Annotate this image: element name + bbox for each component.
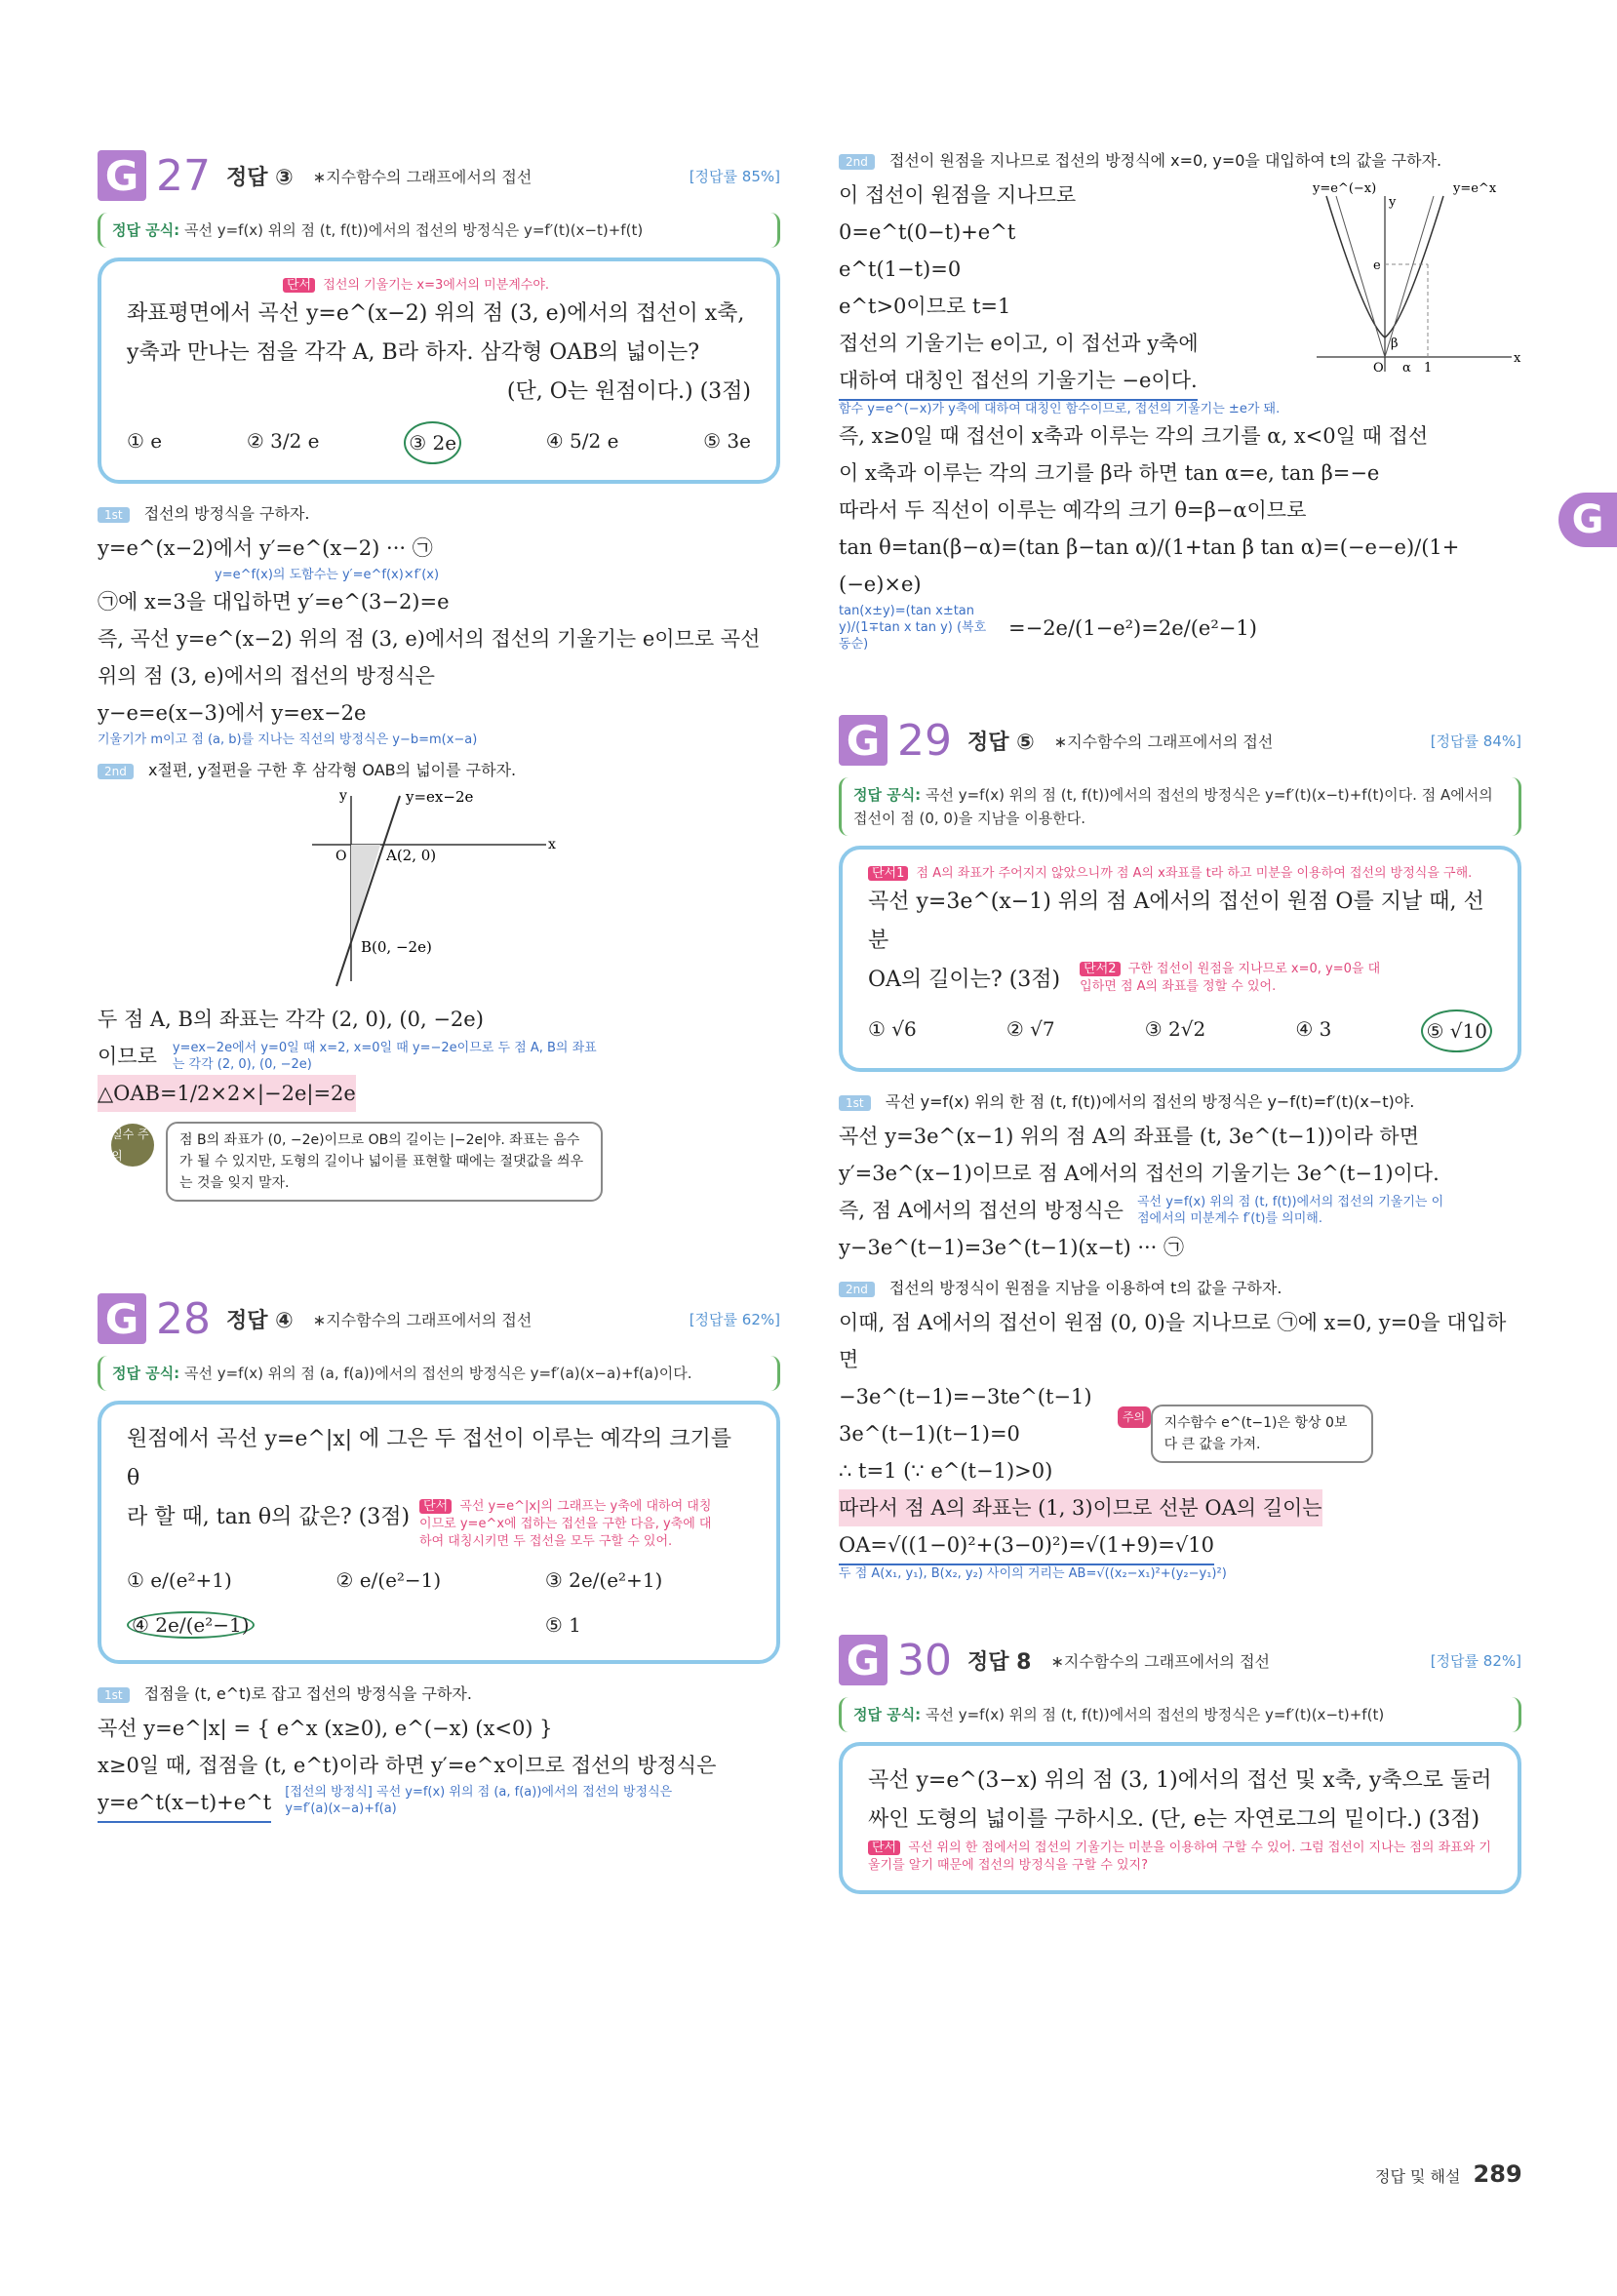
hint-tag: 단서 (419, 1499, 452, 1514)
solution-line: △OAB=1/2×2×|−2e|=2e (98, 1075, 356, 1112)
hint (283, 277, 751, 295)
problem-box-29 (839, 846, 1521, 1072)
solution-line: 위의 점 (3, e)에서의 접선의 방정식은 (98, 664, 435, 688)
choice-2: ② 3/2 e (246, 429, 320, 453)
problem-line: 라 할 때, tan θ의 값은? (3점) (127, 1505, 411, 1529)
solution-line: 접선의 기울기는 e이고, 이 접선과 y축에 (839, 332, 1199, 355)
solution-line: 이므로 (98, 1045, 157, 1068)
solution-line: 3e^(t−1)(t−1)=0 (839, 1422, 1020, 1445)
solution-line: ∴ t=1 (∵ e^(t−1)>0) (839, 1459, 1053, 1483)
solution-line: y=e^(x−2)에서 y′=e^(x−2) ··· ㉠ (98, 536, 433, 560)
solution-line: tan θ=tan(β−α)=(tan β−tan α)/(1+tan β tan α)=(−e−e)/(1+(−e)×e) (839, 535, 1460, 596)
solution-line: 따라서 두 직선이 이루는 예각의 크기 θ=β−α이므로 (839, 498, 1307, 522)
x-label: x (1514, 351, 1521, 366)
step-text: x절편, y절편을 구한 후 삼각형 OAB의 넓이를 구하자. (147, 761, 517, 779)
problem-number: 30 (897, 1635, 952, 1685)
solution-line: 즉, 점 A에서의 접선의 방정식은 (839, 1199, 1124, 1222)
g-badge: G (839, 715, 887, 766)
solution-line: x≥0일 때, 접점을 (t, e^t)이라 하면 y′=e^x이므로 접선의 방정식은 (98, 1754, 717, 1777)
solution-line: 0=e^t(0−t)+e^t (839, 220, 1016, 244)
choice-3: ③ 2e (404, 421, 461, 464)
hint-text: 점 A의 좌표가 주어지지 않았으니까 점 A의 x좌표를 t라 하고 미분을 이용하여 접선의 방정식을 구해. (916, 866, 1473, 881)
choice-1: ① √6 (868, 1017, 917, 1041)
problem-line: y축과 만나는 점을 각각 A, B라 하자. 삼각형 OAB의 넓이는? (127, 340, 700, 365)
step-text: 접선의 방정식을 구하자. (143, 504, 310, 523)
solution-line: 곡선 y=e^|x| = { e^x (x≥0), e^(−x) (x<0) } (98, 1717, 553, 1740)
problem-header-30 (839, 1631, 1521, 1689)
step-badge: 2nd (98, 764, 134, 779)
problem-box-30 (839, 1742, 1521, 1894)
choice-2: ② e/(e²−1) (335, 1568, 442, 1592)
formula-label: 정답 공식: (112, 1365, 180, 1382)
side-note: y=ex−2e에서 y=0일 때 x=2, x=0일 때 y=−2e이므로 두 점 A, B의 좌표는 각각 (2, 0), (0, −2e) (172, 1041, 597, 1072)
formula-text: 곡선 y=f(x) 위의 점 (t, f(t))에서의 접선의 방정식은 y=f′(t)(x−t)+f(t)이다. 점 A에서의 접선이 점 (0, 0)을 지남을 이용한다. (853, 786, 1493, 827)
hint-text: 접선의 기울기는 x=3에서의 미분계수야. (323, 278, 550, 293)
left-column (98, 146, 780, 1823)
step-badge: 2nd (839, 154, 875, 170)
footer-label: 정답 및 해설 (1375, 2167, 1461, 2186)
hint (868, 1840, 1492, 1875)
problem-line: 곡선 y=e^(3−x) 위의 점 (3, 1)에서의 접선 및 x축, y축으로 둘러 (868, 1768, 1492, 1793)
problem-line: 좌표평면에서 곡선 y=e^(x−2) 위의 점 (3, e)에서의 접선이 x축, (127, 301, 745, 326)
accuracy-rate: [정답률 84%] (1430, 732, 1521, 750)
hint-tag: 단서 (868, 1841, 900, 1855)
warning-box (111, 1122, 603, 1202)
choice-list (127, 1561, 751, 1644)
answer-label: 정답 8 (967, 1649, 1032, 1675)
solution-line: y−3e^(t−1)=3e^(t−1)(x−t) ··· ㉠ (839, 1236, 1185, 1259)
solution-line: 두 점 A, B의 좌표는 각각 (2, 0), (0, −2e) (98, 1008, 484, 1031)
step-badge: 2nd (839, 1282, 875, 1297)
step-badge: 1st (839, 1095, 871, 1111)
warning-box (1122, 1405, 1373, 1463)
problem-line: OA의 길이는? (3점) (868, 968, 1061, 992)
side-note: 두 점 A(x₁, y₁), B(x₂, y₂) 사이의 거리는 AB=√((x₂−x₁)²+(y₂−y₁)²) (839, 1566, 1227, 1581)
formula-label: 정답 공식: (853, 786, 922, 804)
problem-header-28 (98, 1289, 780, 1348)
side-note: [접선의 방정식] 곡선 y=f(x) 위의 점 (a, f(a))에서의 접선의 방정식은 y=f′(a)(x−a)+f(a) (285, 1785, 673, 1816)
g-badge: G (98, 1293, 146, 1344)
step-text: 곡선 y=f(x) 위의 한 점 (t, f(t))에서의 접선의 방정식은 y−f(t)=f′(t)(x−t)야. (885, 1092, 1415, 1111)
accuracy-rate: [정답률 62%] (689, 1310, 780, 1328)
line-graph (98, 786, 780, 1001)
solution-line: y′=3e^(x−1)이므로 점 A에서의 접선의 기울기는 3e^(t−1)이다. (839, 1162, 1440, 1185)
step-2 (98, 758, 780, 780)
problem-number: 28 (156, 1293, 211, 1344)
problem-box-27 (98, 257, 780, 484)
e-label: e (1373, 258, 1381, 273)
hint-text: 구한 접선이 원점을 지나므로 x=0, y=0을 대입하면 점 A의 좌표를 정할 수 있어. (1080, 962, 1381, 994)
tangent-right (1385, 196, 1434, 357)
choice-list (127, 421, 751, 464)
problem-box-28 (98, 1401, 780, 1664)
step-1 (839, 1089, 1521, 1112)
step-1 (98, 501, 780, 524)
solution-line: ㉠에 x=3을 대입하면 y′=e^(3−2)=e (98, 590, 450, 614)
warning-tag: 주의 (1118, 1406, 1151, 1428)
hint (868, 865, 1492, 883)
choice-4: ④ 2e/(e²−1) (127, 1611, 255, 1639)
x-label: x (548, 837, 556, 852)
choice-1: ① e/(e²+1) (127, 1568, 232, 1592)
answer-label: 정답 ⑤ (967, 730, 1035, 755)
solution-line: 대하여 대칭인 접선의 기울기는 −e이다. (839, 362, 1198, 401)
warning-tag: 실수 주의 (111, 1124, 154, 1167)
problem-line: (단, O는 원점이다.) (3점) (506, 379, 751, 404)
topic-label: ∗지수함수의 그래프에서의 접선 (312, 1310, 532, 1329)
g-badge: G (839, 1635, 887, 1685)
topic-label: ∗지수함수의 그래프에서의 접선 (312, 167, 532, 186)
choice-list (868, 1009, 1492, 1052)
solution-line: 이때, 점 A에서의 접선이 원점 (0, 0)을 지나므로 ㉠에 x=0, y=0을 대입하면 (839, 1311, 1507, 1371)
choice-2: ② √7 (1006, 1017, 1055, 1041)
one-label: 1 (1424, 361, 1433, 376)
solution-line: −3e^(t−1)=−3te^(t−1) (839, 1385, 1092, 1408)
side-note: 함수 y=e^(−x)가 y축에 대하여 대칭인 함수이므로, 접선의 기울기는 ±e가 돼. (839, 402, 1281, 416)
step-2 (839, 1276, 1521, 1298)
solution-line: =−2e/(1−e²)=2e/(e²−1) (1008, 615, 1257, 640)
step-text: 접점을 (t, e^t)로 잡고 접선의 방정식을 구하자. (143, 1684, 472, 1703)
hint-tag: 단서1 (868, 866, 908, 881)
accuracy-rate: [정답률 85%] (689, 167, 780, 185)
right-column (839, 148, 1521, 1912)
beta-label: β (1391, 336, 1399, 351)
accuracy-rate: [정답률 82%] (1430, 1651, 1521, 1670)
answer-formula (98, 1356, 780, 1391)
step-2 (839, 148, 1521, 171)
problem-header-29 (839, 711, 1521, 770)
origin-label: O (335, 849, 347, 864)
formula-text: 곡선 y=f(x) 위의 점 (t, f(t))에서의 접선의 방정식은 y=f′(t)(x−t)+f(t) (183, 221, 644, 239)
warning-text: 지수함수 e^(t−1)은 항상 0보다 큰 값을 가져. (1163, 1415, 1348, 1452)
problem-line: 원점에서 곡선 y=e^|x| 에 그은 두 접선이 이루는 예각의 크기를 θ (127, 1427, 732, 1490)
hint-text: 곡선 y=e^|x|의 그래프는 y축에 대하여 대칭이므로 y=e^x에 접하는 접선을 구한 다음, y축에 대하여 대칭시키면 두 접선을 모두 구할 수 있어. (419, 1499, 712, 1549)
answer-formula (839, 1697, 1521, 1732)
solution-line: 이 접선이 원점을 지나므로 (839, 183, 1077, 207)
topic-label: ∗지수함수의 그래프에서의 접선 (1050, 1651, 1270, 1671)
point-b-label: B(0, −2e) (361, 938, 432, 956)
choice-5: ⑤ √10 (1421, 1009, 1491, 1052)
answer-formula (839, 777, 1521, 836)
formula-text: 곡선 y=f(x) 위의 점 (a, f(a))에서의 접선의 방정식은 y=f′(a)(x−a)+f(a)이다. (183, 1365, 692, 1382)
side-note: 기울기가 m이고 점 (a, b)를 지나는 직선의 방정식은 y−b=m(x−a) (98, 732, 478, 747)
tangent-left (1336, 196, 1385, 357)
solution-line: y−e=e(x−3)에서 y=ex−2e (98, 701, 367, 725)
solution-line: e^t(1−t)=0 (839, 257, 962, 281)
formula-label: 정답 공식: (112, 221, 180, 239)
line-label: y=ex−2e (406, 788, 474, 806)
answer-formula (98, 213, 780, 248)
page-footer (1375, 2160, 1522, 2188)
hint (1080, 961, 1392, 1000)
problem-number: 29 (897, 715, 952, 766)
problem-line: 싸인 도형의 넓이를 구하시오. (단, e는 자연로그의 밑이다.) (3점) (868, 1807, 1480, 1832)
side-note: tan(x±y)=(tan x±tan y)/(1∓tan x tan y) (복호동순) (839, 604, 987, 652)
solution-line: OA=√((1−0)²+(3−0)²)=√(1+9)=√10 (839, 1526, 1214, 1565)
step-text: 접선이 원점을 지나므로 접선의 방정식에 x=0, y=0을 대입하여 t의 값을 구하자. (888, 151, 1442, 170)
solution-line: y=e^t(x−t)+e^t (98, 1784, 271, 1823)
solution-line: 즉, x≥0일 때 접선이 x축과 이루는 각의 크기를 α, x<0일 때 접선 (839, 424, 1429, 448)
g-badge: G (98, 150, 146, 201)
choice-1: ① e (127, 429, 163, 453)
step-badge: 1st (98, 507, 130, 523)
solution-line: 따라서 점 A의 좌표는 (1, 3)이므로 선분 OA의 길이는 (839, 1489, 1322, 1526)
step-badge: 1st (98, 1687, 130, 1703)
side-note: 곡선 y=f(x) 위의 점 (t, f(t))에서의 접선의 기울기는 이 점에서의 미분계수 f′(t)를 의미해. (1136, 1195, 1444, 1226)
side-note: y=e^f(x)의 도함수는 y′=e^f(x)×f′(x) (215, 568, 440, 582)
choice-5: ⑤ 1 (544, 1613, 581, 1637)
hint (419, 1498, 712, 1551)
solution-line: 곡선 y=3e^(x−1) 위의 점 A의 좌표를 (t, 3e^(t−1))이라 하면 (839, 1125, 1419, 1148)
formula-label: 정답 공식: (853, 1706, 922, 1723)
choice-5: ⑤ 3e (703, 429, 751, 453)
hint-tag: 단서 (283, 278, 315, 293)
tangent-line (336, 796, 400, 986)
formula-text: 곡선 y=f(x) 위의 점 (t, f(t))에서의 접선의 방정식은 y=f′(t)(x−t)+f(t) (925, 1706, 1385, 1723)
solution-line: 이 x축과 이루는 각의 크기를 β라 하면 tan α=e, tan β=−e (839, 461, 1380, 485)
answer-label: 정답 ③ (226, 165, 294, 190)
origin-label: O (1373, 361, 1384, 376)
choice-4: ④ 5/2 e (545, 429, 619, 453)
hint-tag: 단서2 (1080, 962, 1120, 976)
problem-line: 곡선 y=3e^(x−1) 위의 점 A에서의 접선이 원점 O를 지날 때, 선분 (868, 890, 1484, 953)
section-tab: G (1558, 493, 1617, 547)
problem-header-27 (98, 146, 780, 205)
curve-label-right: y=e^x (1453, 181, 1497, 196)
page-number: 289 (1473, 2160, 1522, 2188)
warning-text: 점 B의 좌표가 (0, −2e)이므로 OB의 길이는 |−2e|야. 좌표는 음수가 될 수 있지만, 도형의 길이나 넓이를 표현할 때에는 절댓값을 씌우는 것을 잊지 말자. (179, 1132, 584, 1191)
curve-label-left: y=e^(−x) (1313, 181, 1377, 196)
problem-number: 27 (156, 150, 211, 201)
y-label: y (1389, 195, 1397, 210)
choice-4: ④ 3 (1295, 1017, 1332, 1041)
solution-line: 즉, 곡선 y=e^(x−2) 위의 점 (3, e)에서의 접선의 기울기는 e이므로 곡선 (98, 627, 761, 651)
topic-label: ∗지수함수의 그래프에서의 접선 (1053, 732, 1274, 751)
hint-text: 곡선 위의 한 점에서의 접선의 기울기는 미분을 이용하여 구할 수 있어. 그럼 접선이 지나는 점의 좌표와 기울기를 알기 때문에 접선의 방정식을 구할 수 있지? (868, 1841, 1491, 1873)
exp-curves-graph (1307, 177, 1521, 381)
step-text: 접선의 방정식이 원점을 지남을 이용하여 t의 값을 구하자. (888, 1279, 1282, 1297)
answer-label: 정답 ④ (226, 1308, 294, 1333)
solution-line: e^t>0이므로 t=1 (839, 295, 1011, 318)
point-a-label: A(2, 0) (386, 847, 437, 864)
y-label: y (339, 788, 347, 804)
step-1 (98, 1682, 780, 1704)
choice-3: ③ 2e/(e²+1) (544, 1568, 663, 1592)
choice-3: ③ 2√2 (1144, 1017, 1206, 1041)
alpha-label: α (1402, 361, 1411, 376)
